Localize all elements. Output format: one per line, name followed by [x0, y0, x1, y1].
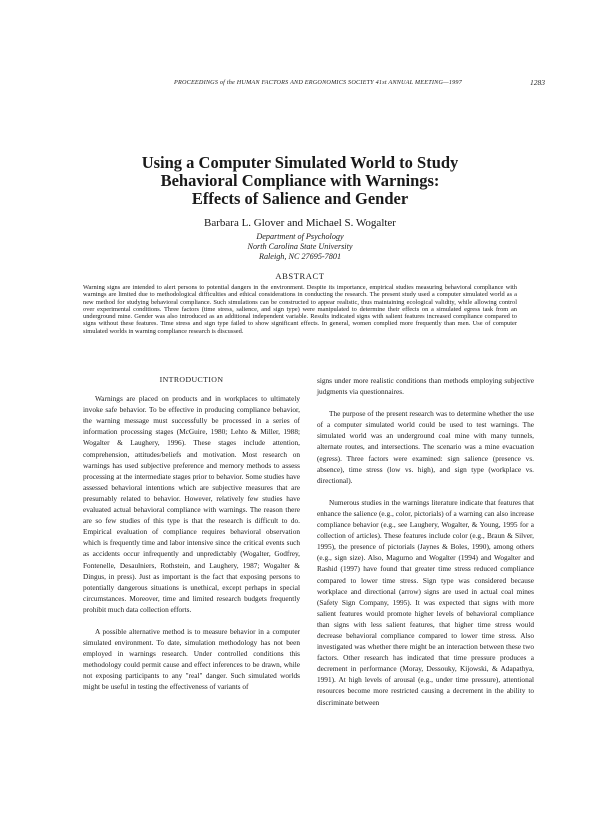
- paper-title: [100, 154, 500, 208]
- left-column: [83, 374, 300, 693]
- body-paragraph: The purpose of the present research was to determine whether the use of a computer simulated world could be used to test warnings. The simulated world was an underground coal mine with many tunnels, alternate routes, and intersections. The scenario was a mine evacuation (egress). Three factors were examined: sign salience (presence vs. absence), time stress (low vs. high), and sign type (workplace vs. directional).: [317, 409, 534, 485]
- title-line-1: Using a Computer Simulated World to Study: [141, 153, 459, 172]
- page-number: 1283: [530, 78, 545, 87]
- body-paragraph: signs under more realistic conditions than methods employing subjective judgments via questionnaires.: [317, 376, 534, 397]
- right-column: [317, 375, 534, 708]
- affiliation: [100, 232, 500, 262]
- abstract-text: Warning signs are intended to alert persons to potential dangers in the environment. Despite its importance, empirical studies measuring behavioral compliance with warnings are limited due to methodological difficulties and ethical considerations in conducting the research. The present study used a computer simulated world as a new method for studying behavioral compliance. Such simulations can be constructed to appear realistic, thus maintaining ecological validity, while allowing control over experimental conditions. Three factors (time stress, salience, and sign type) were manipulated to determine their effects on a simulated egress task from an underground mine. Gender was also introduced as an additional independent variable. Results indicated signs with salient features increased compliance compared to signs without these features. Time stress and sign type failed to show significant effects. In general, women complied more frequently than men. Use of computer simulated worlds in warning compliance research is discussed.: [83, 284, 517, 335]
- running-head: PROCEEDINGS of the HUMAN FACTORS AND ERGONOMICS SOCIETY 41st ANNUAL MEETING—1997: [173, 79, 463, 86]
- title-line-3: Effects of Salience and Gender: [191, 189, 409, 208]
- department: Department of Psychology: [256, 232, 344, 241]
- abstract-heading: ABSTRACT: [275, 271, 325, 281]
- body-paragraph: A possible alternative method is to measure behavior in a computer simulated environment. To date, simulation methodology has not been employed in warnings research. Under controlled conditions this methodology could permit cause and effect inferences to be drawn, while not exposing participants to any "real" danger. Such simulated worlds might be useful in testing the effectiveness of variants of: [83, 626, 300, 692]
- author-list: Barbara L. Glover and Michael S. Wogalter: [204, 217, 396, 229]
- title-line-2: Behavioral Compliance with Warnings:: [160, 171, 440, 190]
- body-paragraph: Numerous studies in the warnings literature indicate that features that enhance the salience (e.g., color, pictorials) of a warning can also increase compliance behavior (e.g., see Laughery, Wogalter, & Young, 1995 for a collection of articles). These features include color (e.g., Braun & Silver, 1995), the presence of pictorials (Jaynes & Boles, 1990), among others (e.g., sign size). Also, Magurno and Wogalter (1994) and Wogalter and Rashid (1997) have found that greater time stress reduced compliance compared to lower time stress. Sign type was considered because workplace and directional (arrow) signs are used in actual coal mines (Safety Sign Company, 1995). It was expected that signs with more salient features would promote higher levels of behavioral compliance than signs with less salient features, that higher time stress would decrease behavioral compliance compared to lower time stress. Also investigated was whether there might be an interaction between these two factors. Other research has indicated that time pressure produces a decrement in performance (Moray, Dessouky, Kijowski, & Adapathya, 1991). At high levels of arousal (e.g., under time pressure), attentional resources become more restricted causing a decrement in the ability to discriminate between: [317, 497, 534, 707]
- body-paragraph: Warnings are placed on products and in workplaces to ultimately invoke safe behavior. To be effective in producing compliance behavior, the warning message must successfully be processed in a series of information processing stages (McGuire, 1980; Lehto & Miller, 1988; Wogalter & Laughery, 1996). These stages include attention, comprehension, attitudes/beliefs and motivation. Most research on warnings has used subjective preference and memory methods to assess processing at the intermediate stages prior to behavior. Some studies have assessed behavioral intentions which are subjective measures that are presumably related to behavior. However, relatively few studies have evaluated actual behavioral compliance with warnings. The reason there are so few studies of this type is that the research is difficult to do. Empirical evaluation of compliance requires behavioral observation which is frequently time and labor intensive since the critical events such as accidents occur infrequently and unpredictably (Wogalter, Godfrey, Fontenelle, Desaulniers, Rothstein, and Laughery, 1987; Wogalter & Dingus, in press). Just as important is the fact that exposing persons to potentially dangerous situations is unethical, except perhaps in special circumstances. Moreover, time and limited research budgets frequently prohibit much data collection efforts.: [83, 394, 300, 614]
- introduction-heading: INTRODUCTION: [159, 375, 224, 384]
- city: Raleigh, NC 27695-7801: [258, 252, 342, 261]
- university: North Carolina State University: [247, 242, 353, 251]
